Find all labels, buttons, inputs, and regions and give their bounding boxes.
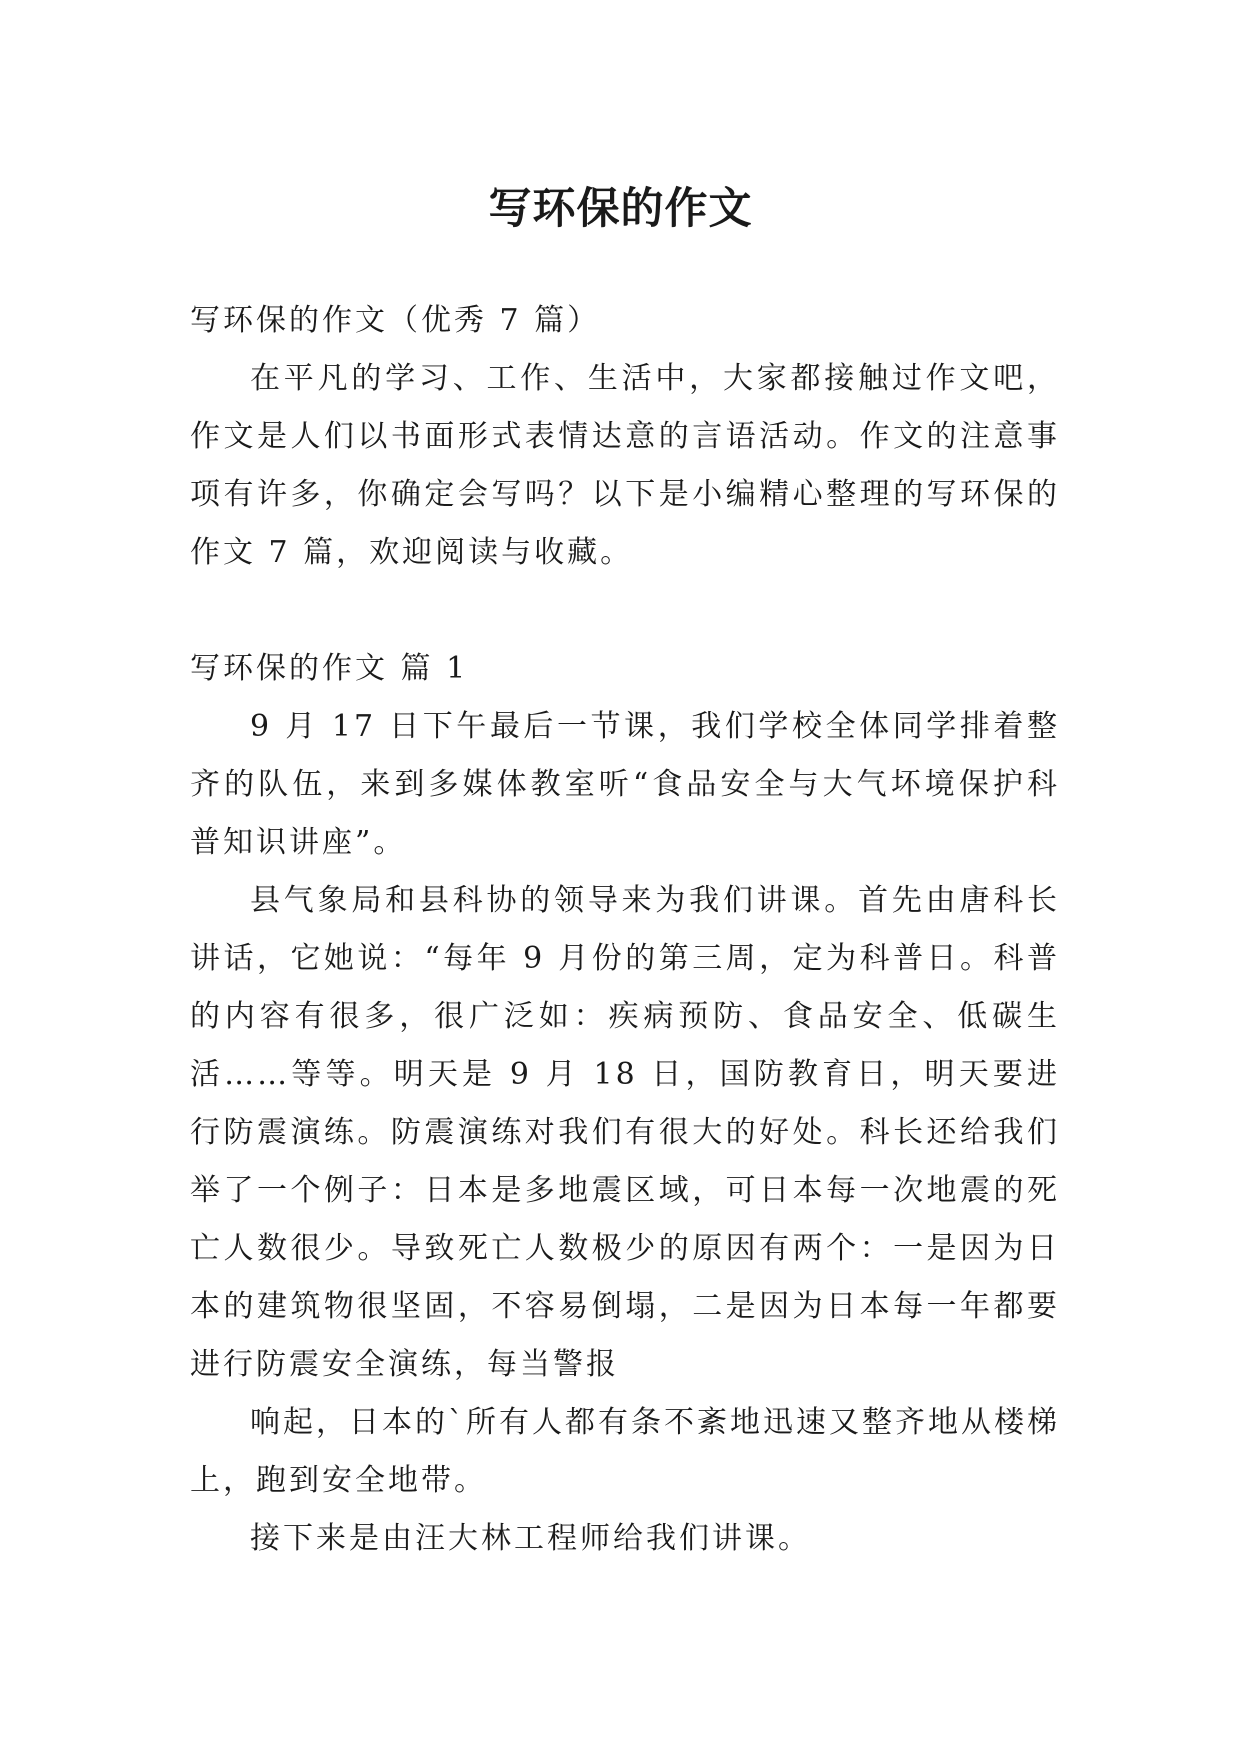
intro-paragraph: 在平凡的学习、工作、生活中，大家都接触过作文吧，作文是人们以书面形式表情达意的言语活动。作文的注意事项有许多，你确定会写吗？以下是小编精心整理的写环保的作文 7 篇，欢迎阅读与收藏。 bbox=[190, 361, 1060, 570]
section-spacer bbox=[190, 582, 1060, 640]
section-paragraph: 响起，日本的`所有人都有条不紊地迅速又整齐地从楼梯上，跑到安全地带。 bbox=[190, 1405, 1060, 1498]
section-paragraph: 9 月 17 日下午最后一节课，我们学校全体同学排着整齐的队伍，来到多媒体教室听“食品安全与大气坏境保护科普知识讲座”。 bbox=[190, 709, 1060, 860]
section-paragraph: 县气象局和县科协的领导来为我们讲课。首先由唐科长讲话，它她说：“每年 9 月份的第三周，定为科普日。科普的内容有很多，很广泛如：疾病预防、食品安全、低碳生活……等等。明天是 9 月 18 日，国防教育日，明天要进行防震演练。防震演练对我们有很大的好处。科长还给我们举了一个例子：日本是多地震区域，可日本每一次地震的死亡人数很少。导致死亡人数极少的原因有两个：一是因为日本的建筑物很坚固，不容易倒塌，二是因为日本每一年都要进行防震安全演练，每当警报 bbox=[190, 883, 1060, 1382]
section-paragraph: 接下来是由汪大林工程师给我们讲课。 bbox=[250, 1521, 811, 1556]
section-heading: 写环保的作文 篇 1 bbox=[190, 651, 469, 686]
document-body bbox=[190, 292, 1060, 1568]
document-title: 写环保的作文 bbox=[488, 183, 753, 234]
document-subtitle: 写环保的作文（优秀 7 篇） bbox=[190, 303, 601, 338]
